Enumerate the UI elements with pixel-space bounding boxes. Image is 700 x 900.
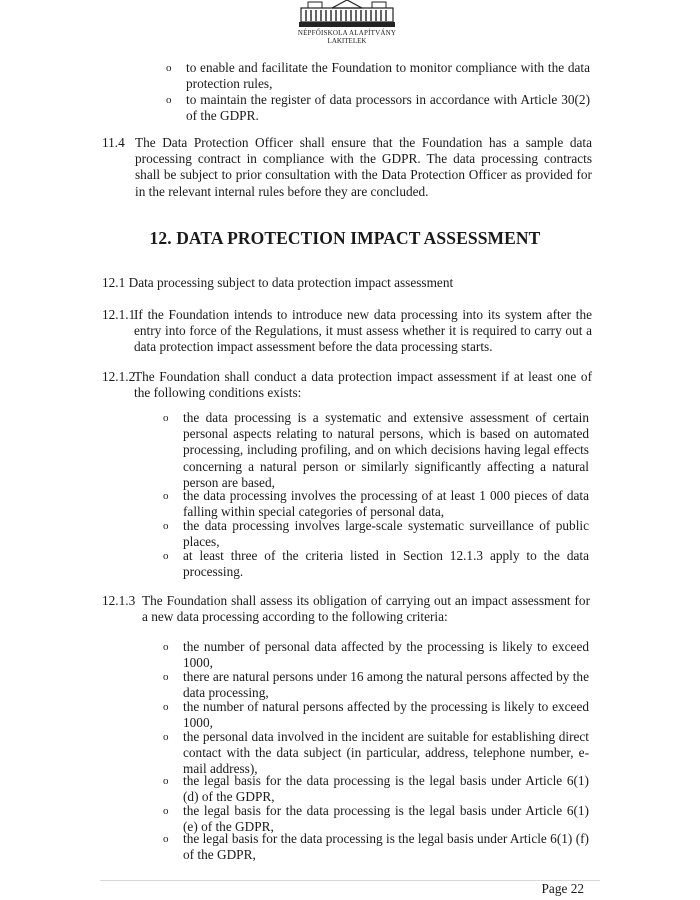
bullet-circle-icon: o xyxy=(163,671,169,683)
bullet-circle-icon: o xyxy=(163,731,169,743)
section-text: If the Foundation intends to introduce new data processing into its system after the entry into force of the Regulations, it must assess whether it is required to carry out a data protection impact assessment before the data processing starts. xyxy=(134,307,592,355)
list-item-text: the number of personal data affected by the processing is likely to exceed 1000, xyxy=(183,639,589,671)
list-item-text: to enable and facilitate the Foundation to monitor compliance with the data protection rules, xyxy=(186,60,590,92)
list-item-text: to maintain the register of data processors in accordance with Article 30(2) of the GDPR. xyxy=(186,92,590,124)
bullet-circle-icon: o xyxy=(163,550,169,562)
list-item-text: the legal basis for the data processing is the legal basis under Article 6(1) (f) of the GDPR, xyxy=(183,831,589,863)
list-item-text: at least three of the criteria listed in Section 12.1.3 apply to the data processing. xyxy=(183,548,589,580)
section-text: The Foundation shall assess its obligation of carrying out an impact assessment for a new data processing according to the following criteria: xyxy=(142,593,590,625)
bullet-circle-icon: o xyxy=(163,641,169,653)
section-number: 11.4 xyxy=(102,135,125,150)
list-item-text: the legal basis for the data processing is the legal basis under Article 6(1) (d) of the GDPR, xyxy=(183,773,589,805)
page-number: Page 22 xyxy=(541,881,584,896)
list-item-text: the legal basis for the data processing is the legal basis under Article 6(1) (e) of the GDPR, xyxy=(183,803,589,835)
bullet-circle-icon: o xyxy=(163,412,169,424)
list-item-text: the personal data involved in the incident are suitable for establishing direct contact with the data subject (in particular, address, telephone number, e-mail address), xyxy=(183,729,589,777)
bullet-circle-icon: o xyxy=(166,62,172,74)
logo-text-foundation: NÉPFŐISKOLA ALAPÍTVÁNY xyxy=(297,29,397,37)
foundation-logo xyxy=(296,0,398,45)
bullet-circle-icon: o xyxy=(163,833,169,845)
bullet-circle-icon: o xyxy=(163,805,169,817)
section-text: Data processing subject to data protection impact assessment xyxy=(128,275,454,290)
list-item-text: the data processing involves large-scale systematic surveillance of public places, xyxy=(183,518,589,550)
footer-divider xyxy=(100,880,600,881)
list-item-text: the data processing involves the processing of at least 1 000 pieces of data falling within special categories of personal data, xyxy=(183,488,589,520)
bullet-circle-icon: o xyxy=(163,520,169,532)
section-text: The Data Protection Officer shall ensure that the Foundation has a sample data processing contract in compliance with the GDPR. The data processing contracts shall be subject to prior consultation with the Data Protection Officer as provided for in the relevant internal rules before they are concluded. xyxy=(135,135,592,199)
section-number: 12.1.1 xyxy=(102,307,136,322)
section-number: 12.1.2 xyxy=(102,369,136,384)
bullet-circle-icon: o xyxy=(163,490,169,502)
list-item-text: the number of natural persons affected by the processing is likely to exceed 1000, xyxy=(183,699,589,731)
logo-text-town: LAKITELEK xyxy=(327,37,367,45)
list-item-text: the data processing is a systematic and extensive assessment of certain personal aspects relating to natural persons, which is based on automated processing, including profiling, and on which decisions having legal effects concerning a natural person or similarly significantly affecting a natural person are based, xyxy=(183,410,589,490)
section-number: 12.1.3 xyxy=(102,593,136,608)
section-text: The Foundation shall conduct a data protection impact assessment if at least one of the following conditions exists: xyxy=(134,369,592,401)
section-heading: 12. DATA PROTECTION IMPACT ASSESSMENT xyxy=(149,228,541,248)
section-12-1 xyxy=(102,275,592,291)
bullet-circle-icon: o xyxy=(166,94,172,106)
bullet-circle-icon: o xyxy=(163,701,169,713)
list-item-text: there are natural persons under 16 among the natural persons affected by the data processing, xyxy=(183,669,589,701)
building-logo-icon xyxy=(298,0,396,28)
section-number: 12.1 xyxy=(102,275,126,290)
bullet-circle-icon: o xyxy=(163,775,169,787)
